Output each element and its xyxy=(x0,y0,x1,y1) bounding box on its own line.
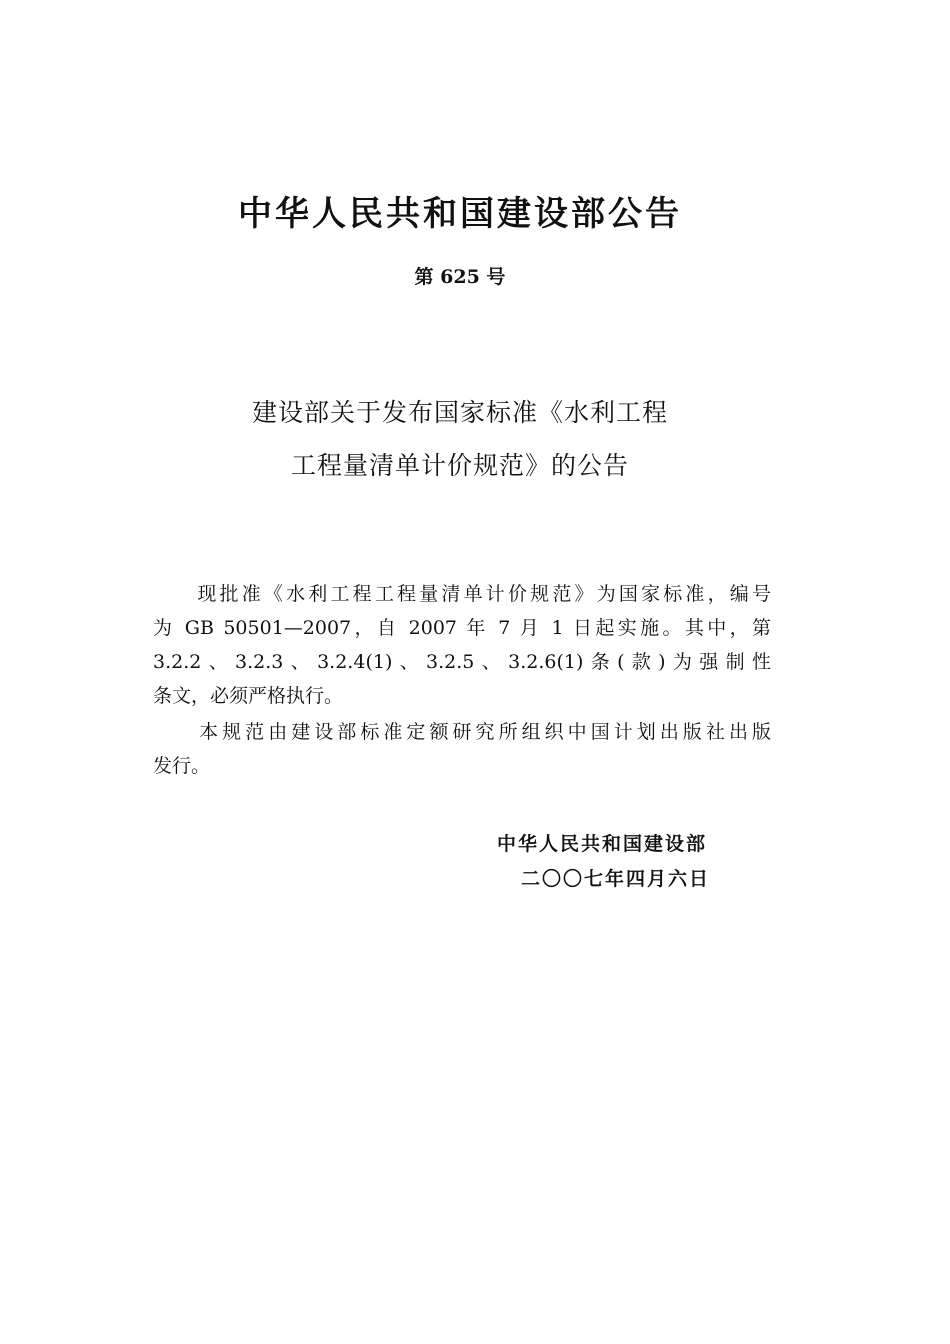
signature-organization: 中华人民共和国建设部 xyxy=(497,833,708,855)
body-paragraph-1 xyxy=(153,577,771,713)
body-line: 条文，必须严格执行。 xyxy=(153,685,344,707)
body-line: 现批准《水利工程工程量清单计价规范》为国家标准，编号 xyxy=(153,583,771,605)
signature-date: 二〇〇七年四月六日 xyxy=(521,868,711,890)
announcement-title: 中华人民共和国建设部公告 xyxy=(238,194,682,234)
body-line: 3.2.2、3.2.3、3.2.4(1)、3.2.5、3.2.6(1)条(款)为强制性 xyxy=(153,651,771,673)
subtitle-line-2: 工程量清单计价规范》的公告 xyxy=(290,451,629,480)
body-paragraph-2 xyxy=(153,715,771,783)
subtitle-line-1: 建设部关于发布国家标准《水利工程 xyxy=(251,398,668,427)
body-line: 为 GB 50501—2007，自 2007 年 7 月 1 日起实施。其中，第 xyxy=(153,617,771,639)
body-line: 本规范由建设部标准定额研究所组织中国计划出版社出版 xyxy=(153,721,771,743)
announcement-number: 第 625 号 xyxy=(414,266,506,288)
body-line: 发行。 xyxy=(153,755,211,777)
